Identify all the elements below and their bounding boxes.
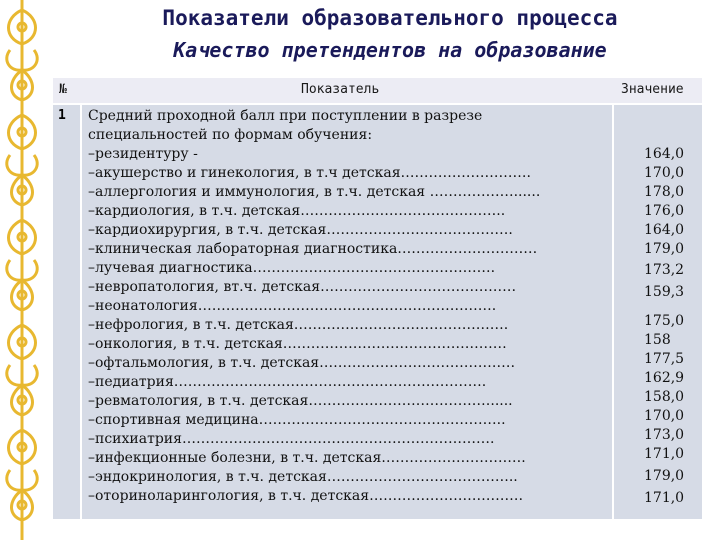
ornament-border <box>0 0 44 540</box>
specialty-value: 176,0 <box>644 203 685 219</box>
specialty-label: –спортивная медицина…………………………………………….. <box>88 412 506 428</box>
specialty-value: 162,9 <box>644 370 685 386</box>
specialty-value: 164,0 <box>644 146 685 162</box>
page-subtitle: Качество претендентов на образование <box>173 38 607 62</box>
header-no: № <box>59 82 67 97</box>
specialty-value: 158 <box>644 332 671 348</box>
specialty-label: –акушерство и гинекология, в т.ч детская………………………. <box>88 165 532 181</box>
cell-number <box>53 105 80 519</box>
specialty-label: –ревматология, в т.ч. детская…………………………………..... <box>88 393 513 409</box>
specialty-label: –инфекционные болезни, в т.ч. детская…………………………. <box>88 450 526 466</box>
specialty-label: –аллергология и иммунология, в т.ч. детская ………………...... <box>88 184 541 200</box>
specialty-value: 177,5 <box>644 351 685 367</box>
specialty-label: –педиатрия…………………………………………………………. <box>88 374 487 390</box>
specialty-value: 179,0 <box>644 241 685 257</box>
specialty-value: 173,0 <box>644 427 685 443</box>
intro-line: специальностей по формам обучения: <box>88 127 373 143</box>
specialty-label: –эндокринология, в т.ч. детская………………………………….. <box>88 469 518 485</box>
specialty-label: –онкология, в т.ч. детская………………………………………… <box>88 336 507 352</box>
specialty-label: –невропатология, вт.ч. детская…………………………………… <box>88 279 517 295</box>
header-indicator: Показатель <box>301 82 380 97</box>
ornament-pattern-icon <box>0 0 44 540</box>
specialty-label: –клиническая лабораторная диагностика………………………… <box>88 241 538 257</box>
intro-line: Средний проходной балл при поступлении в разрезе <box>88 108 483 124</box>
intro-line: –резидентуру - <box>88 146 198 162</box>
specialty-value: 170,0 <box>644 165 685 181</box>
row-number: 1 <box>58 108 66 123</box>
specialty-label: –кардиохирургия, в т.ч. детская…………………………………. <box>88 222 513 238</box>
specialty-label: –нефрология, в т.ч. детская………………………………………. <box>88 317 509 333</box>
specialty-value: 175,0 <box>644 313 685 329</box>
header-value: Значение <box>621 82 684 97</box>
specialty-value: 171,0 <box>644 490 685 506</box>
specialty-label: –неонатология………………………………………………………. <box>88 298 497 314</box>
specialty-value: 159,3 <box>644 284 685 300</box>
page-title: Показатели образовательного процесса <box>162 6 618 30</box>
specialty-value: 171,0 <box>644 446 685 462</box>
specialty-label: –оториноларингология, в т.ч. детская…………………………… <box>88 488 524 504</box>
specialty-value: 158,0 <box>644 389 685 405</box>
specialty-label: –офтальмология, в т.ч. детская…………………………………… <box>88 355 516 371</box>
specialty-value: 179,0 <box>644 468 685 484</box>
specialty-label: –кардиология, в т.ч. детская…………………………………….. <box>88 203 506 219</box>
specialty-value: 173,2 <box>644 262 685 278</box>
specialty-label: –лучевая диагностика……………………………………………. <box>88 260 496 276</box>
specialty-value: 178,0 <box>644 184 685 200</box>
specialty-value: 164,0 <box>644 222 685 238</box>
table-header <box>53 78 702 105</box>
specialty-value: 170,0 <box>644 408 685 424</box>
specialty-label: –психиатрия…………………………………………………………. <box>88 431 495 447</box>
